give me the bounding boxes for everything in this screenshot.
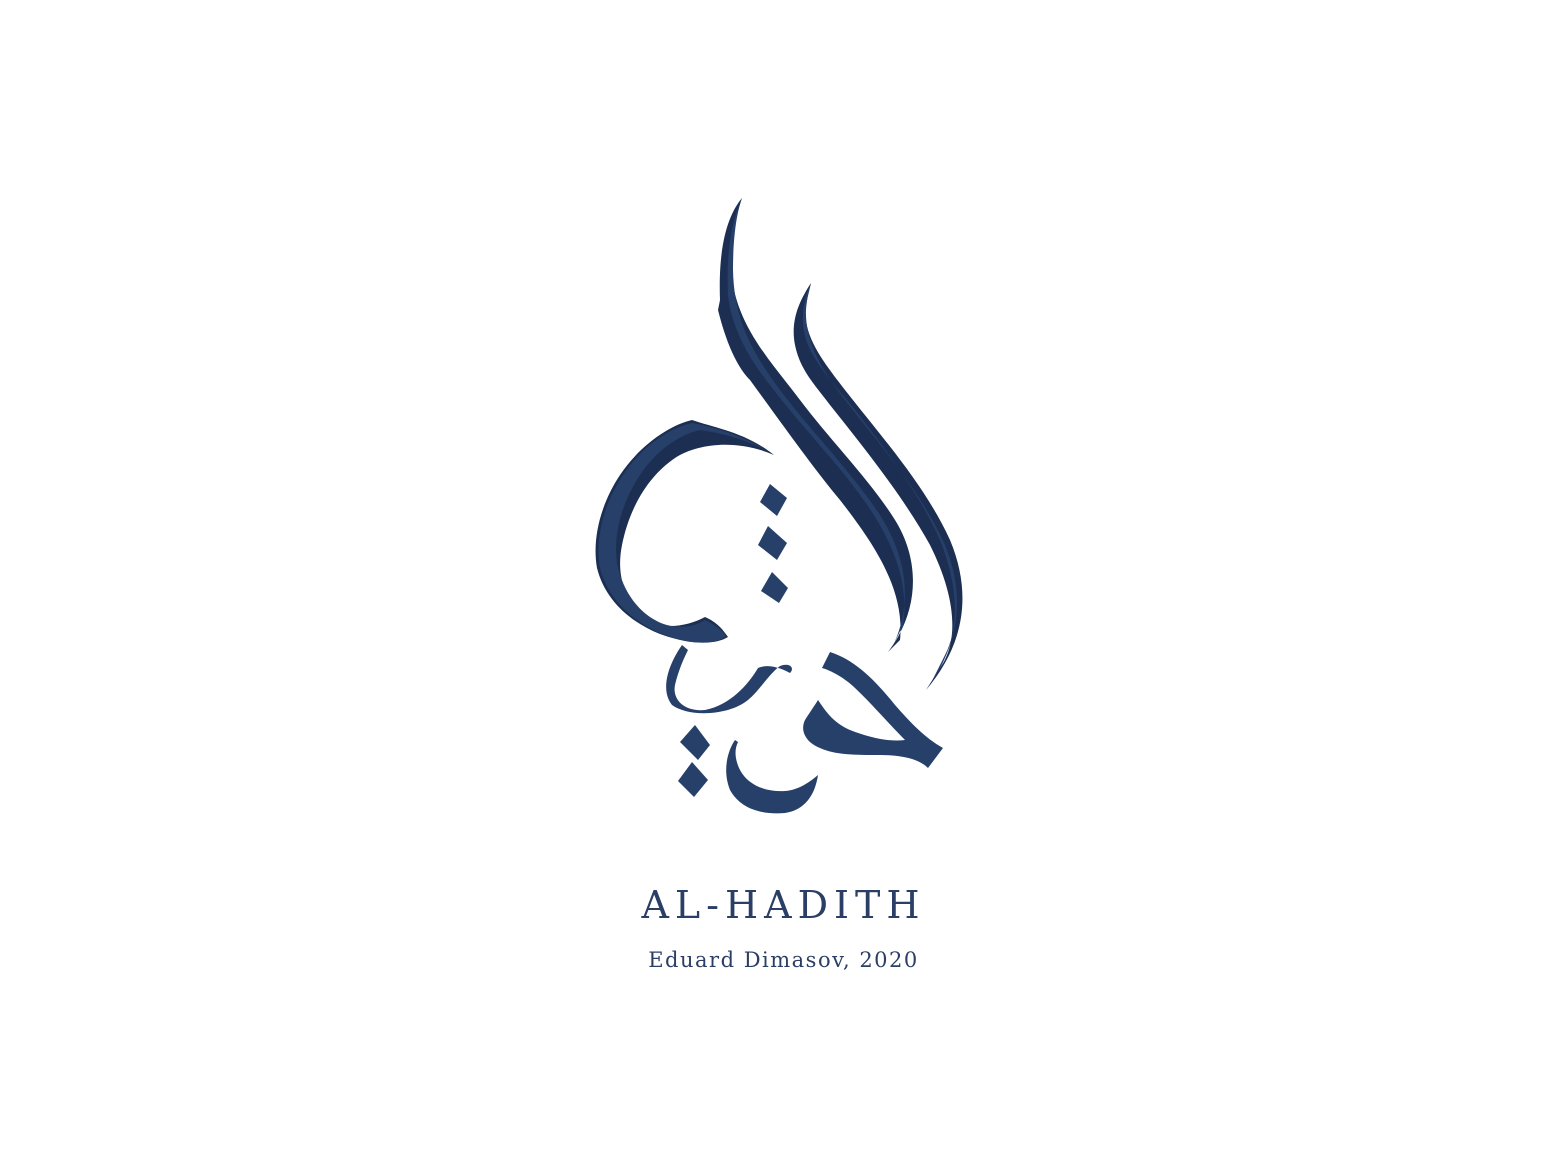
artwork-credit: Eduard Dimasov, 2020 [648, 948, 919, 972]
right-lam-face [803, 283, 957, 685]
bowl-stroke [596, 420, 774, 643]
dot-4 [680, 725, 710, 760]
left-alif-stroke [718, 198, 913, 652]
right-lam-stroke [794, 283, 963, 690]
lower-loop [666, 645, 792, 713]
bottom-curl [726, 740, 818, 813]
dot-5 [678, 762, 708, 797]
dot-3 [761, 572, 788, 603]
right-tail [803, 652, 943, 768]
arabic-calligraphy-logo [540, 180, 1020, 840]
dot-2 [758, 526, 787, 560]
dot-1 [760, 484, 787, 516]
artwork-title: AL-HADITH [641, 883, 926, 927]
